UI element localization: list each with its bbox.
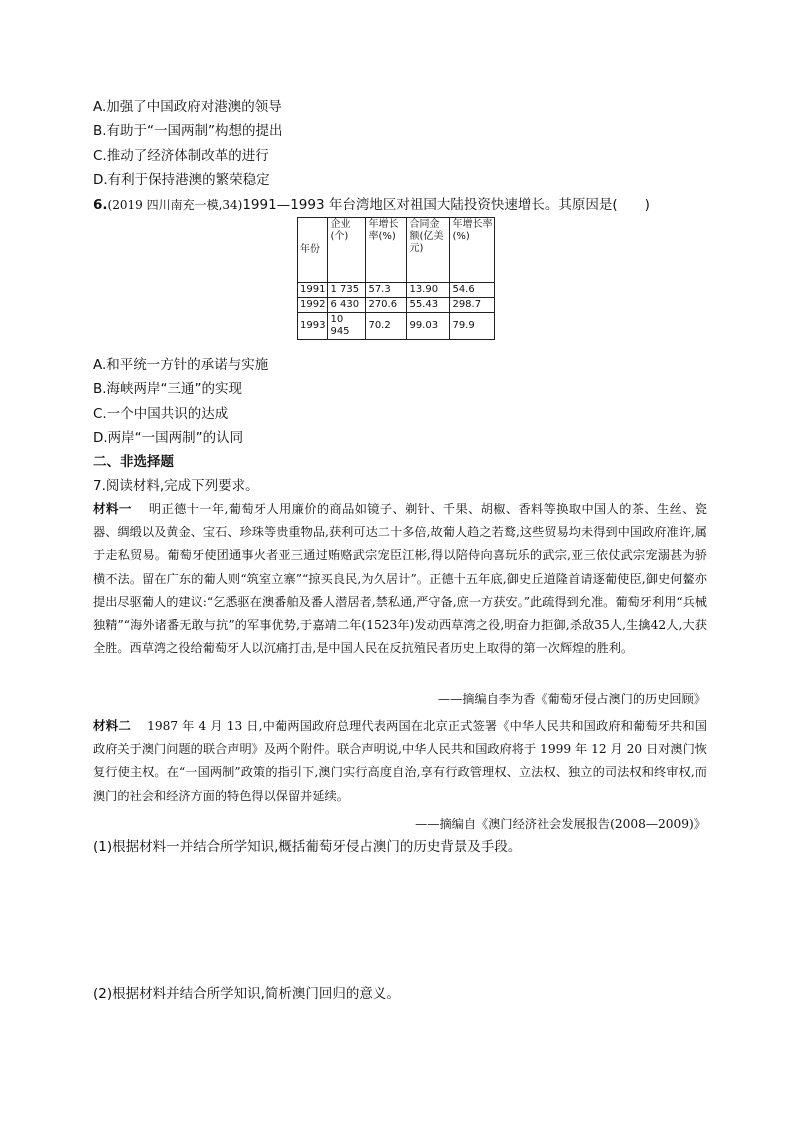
q6-source: (2019 四川南充一模,34)	[107, 198, 243, 212]
q6-option-d: D.两岸“一国两制”的认同	[93, 430, 244, 446]
table-row	[298, 298, 495, 313]
table-header-row	[298, 218, 495, 283]
table-row	[298, 283, 495, 298]
table-cell: 79.9	[450, 313, 495, 340]
material-one-text: 明正德十一年,葡萄牙人用廉价的商品如镜子、剃针、千果、胡椒、香料等换取中国人的茶、生丝、瓷器、绸缎以及黄金、宝石、珍珠等贵重物品,获利可达二十多倍,故葡人趋之若鹜,这些贸易均未得到中国政府准许,属于走私贸易。葡萄牙使团通事火者亚三通过贿赂武宗宠臣江彬,得以陪侍向喜玩乐的武宗,亚三依仗武宗宠溺甚为骄横不法。留在广东的葡人则“筑室立寨”“掠买良民,为久居计”。正德十五年底,御史丘道隆首请逐葡使臣,御史何鳌亦提出尽驱葡人的建议:“乞悉驱在澳番舶及番人潜居者,禁私通,严守备,庶一方获安。”此疏得到允准。葡萄牙利用“兵械独精”“海外诸番无敢与抗”的军事优势,于嘉靖二年(1523年)发动西草湾之役,明奋力拒御,杀敌35人,生擒42人,大获全胜。西草湾之役给葡萄牙人以沉痛打击,是中国人民在反抗殖民者历史上取得的第一次辉煌的胜利。	[93, 502, 707, 656]
q7-subquestion-2: (2)根据材料并结合所学知识,简析澳门回归的意义。	[93, 986, 400, 1002]
table-header-cell: 企业(个)	[328, 218, 366, 283]
table-cell: 55.43	[407, 298, 450, 313]
section-title: 二、非选择题	[93, 454, 174, 470]
q6-option-a: A.和平统一方针的承诺与实施	[93, 357, 269, 373]
table-cell: 1991	[298, 283, 328, 298]
material-two	[93, 714, 707, 808]
table-cell: 1992	[298, 298, 328, 313]
q7-stem: 7.阅读材料,完成下列要求。	[93, 478, 259, 494]
material-two-text: 1987 年 4 月 13 日,中葡两国政府总理代表两国在北京正式签署《中华人民共和国政府和葡萄牙共和国政府关于澳门问题的联合声明》及两个附件。联合声明说,中华人民共和国政府将于 1999 年 12 月 20 日对澳门恢复行使主权。在“一国两制”政策的指引下,澳门实行高度自治,享有行政管理权、立法权、独立的司法权和终审权,而澳门的社会和经济方面的特色得以保留并延续。	[93, 719, 707, 803]
table-header-cell: 年份	[298, 218, 328, 283]
material-two-source: ——摘编自《澳门经济社会发展报告(2008—2009)》	[415, 817, 706, 831]
table-header-cell: 年增长率(%)	[366, 218, 407, 283]
table-cell: 57.3	[366, 283, 407, 298]
table-cell: 270.6	[366, 298, 407, 313]
investment-table	[297, 217, 495, 340]
table-cell: 70.2	[366, 313, 407, 340]
q6-stem-text: 1991—1993 年台湾地区对祖国大陆投资快速增长。其原因是( )	[242, 197, 650, 213]
q5-option-a: A.加强了中国政府对港澳的领导	[93, 99, 282, 115]
q7-subquestion-1: (1)根据材料一并结合所学知识,概括葡萄牙侵占澳门的历史背景及手段。	[93, 839, 522, 855]
table-row	[298, 313, 495, 340]
table-header-cell: 年增长率(%)	[450, 218, 495, 283]
table-cell: 54.6	[450, 283, 495, 298]
q5-option-d: D.有利于保持港澳的繁荣稳定	[93, 172, 270, 188]
table-cell: 1 735	[328, 283, 366, 298]
table-cell: 99.03	[407, 313, 450, 340]
table-header-cell: 合同金额(亿美元)	[407, 218, 450, 283]
material-one	[93, 497, 707, 660]
q5-option-b: B.有助于“一国两制”构想的提出	[93, 123, 283, 139]
table-cell: 10 945	[328, 313, 366, 340]
table-cell: 1993	[298, 313, 328, 340]
q5-option-c: C.推动了经济体制改革的进行	[93, 148, 269, 164]
material-two-label: 材料二	[93, 718, 131, 733]
q6-option-c: C.一个中国共识的达成	[93, 406, 229, 422]
q6-stem	[93, 196, 650, 214]
material-one-label: 材料一	[93, 501, 132, 516]
table-cell: 13.90	[407, 283, 450, 298]
material-one-source: ——摘编自李为香《葡萄牙侵占澳门的历史回顾》	[437, 692, 706, 706]
table-cell: 298.7	[450, 298, 495, 313]
q6-option-b: B.海峡两岸“三通”的实现	[93, 381, 243, 397]
q6-number: 6.	[93, 197, 108, 213]
table-cell: 6 430	[328, 298, 366, 313]
